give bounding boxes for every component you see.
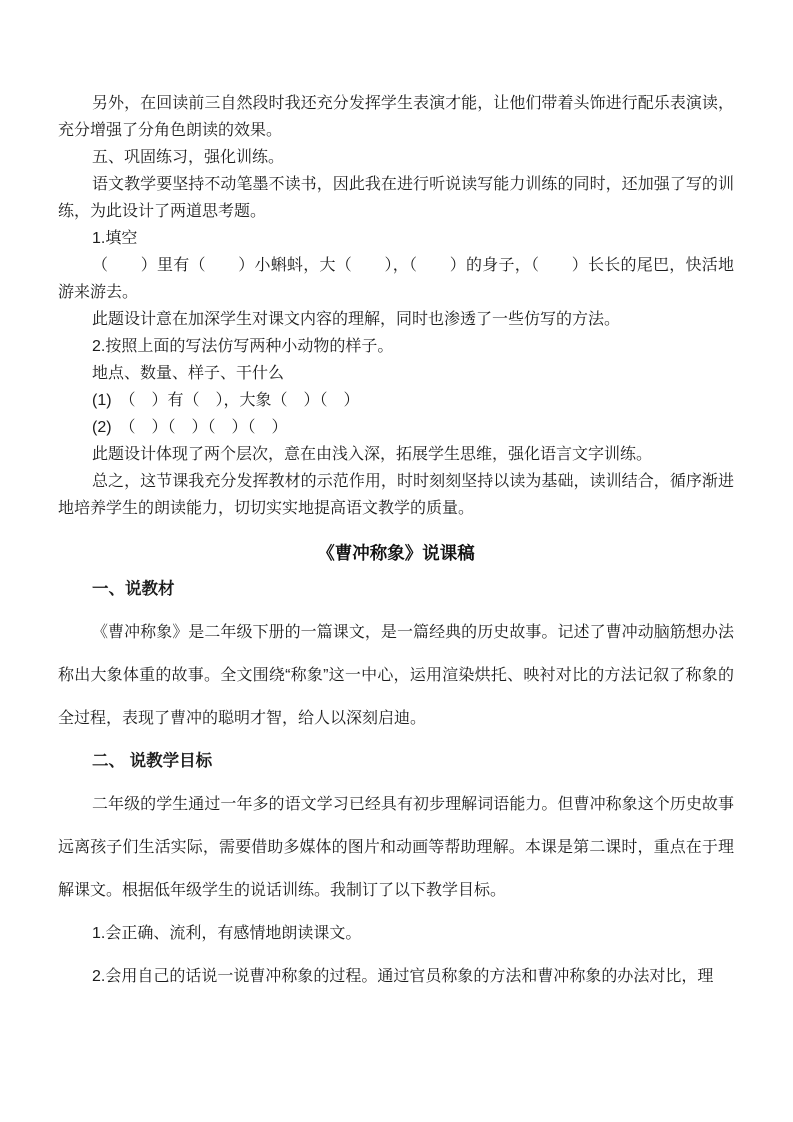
teaching-goal-1: 1.会正确、流利，有感情地朗读课文。 xyxy=(92,925,362,942)
lecture-script-section xyxy=(58,568,734,998)
teaching-goal-2: 2.会用自己的话说一说曹冲称象的过程。通过官员称象的方法和曹冲称象的办法对比，理 xyxy=(92,968,714,985)
sub-item-1-blanks: (1) （ ）有（ ），大象（ ）（ ） xyxy=(92,392,360,409)
paragraph-performance-reading: 另外，在回读前三自然段时我还充分发挥学生表演才能，让他们带着头饰进行配乐表演读，充分增强了分角色朗读的效果。 xyxy=(58,95,734,139)
paragraph-lesson-summary: 总之，这节课我充分发挥教材的示范作用，时时刻刻坚持以读为基础，读训结合，循序渐进地培养学生的朗读能力，切切实实地提高语文教学的质量。 xyxy=(58,473,734,517)
imitation-hint-line: 地点、数量、样子、干什么 xyxy=(92,365,285,382)
document-title: 《曹冲称象》说课稿 xyxy=(317,543,475,563)
previous-lesson-notes-section xyxy=(58,90,734,522)
paragraph-learner-analysis: 二年级的学生通过一年多的语文学习已经具有初步理解词语能力。但曹冲称象这个历史故事远离孩子们生活实际，需要借助多媒体的图片和动画等帮助理解。本课是第二课时，重点在于理解课文。根据低年级学生的说话训练。我制订了以下教学目标。 xyxy=(58,796,734,899)
sub-item-2-blanks: (2) （ ）（ ）（ ）（ ） xyxy=(92,419,288,436)
fill-in-blank-line: （ ）里有（ ）小蝌蚪，大（ ），（ ）的身子，（ ）长长的尾巴，快活地游来游去。 xyxy=(58,257,734,301)
paragraph-teaching-material: 《曹冲称象》是二年级下册的一篇课文，是一篇经典的历史故事。记述了曹冲动脑筋想办法称出大象体重的故事。全文围绕“称象”这一中心，运用渲染烘托、映衬对比的方法记叙了称象的全过程，表现了曹冲的聪明才智，给人以深刻启迪。 xyxy=(58,624,734,727)
paragraph-writing-training: 语文教学要坚持不动笔墨不读书，因此我在进行听说读写能力训练的同时，还加强了写的训练，为此设计了两道思考题。 xyxy=(58,176,734,220)
exercise-item-2-label: 2.按照上面的写法仿写两种小动物的样子。 xyxy=(92,338,394,355)
paragraph-item1-purpose: 此题设计意在加深学生对课文内容的理解，同时也渗透了一些仿写的方法。 xyxy=(92,311,621,328)
heading-teaching-material: 一、说教材 xyxy=(92,580,175,598)
exercise-item-1-label: 1.填空 xyxy=(92,230,138,247)
paragraph-item2-purpose: 此题设计体现了两个层次，意在由浅入深，拓展学生思维，强化语言文字训练。 xyxy=(92,446,653,463)
heading-teaching-goals: 二、 说教学目标 xyxy=(92,752,213,770)
heading-section-five: 五、巩固练习，强化训练。 xyxy=(92,149,285,166)
